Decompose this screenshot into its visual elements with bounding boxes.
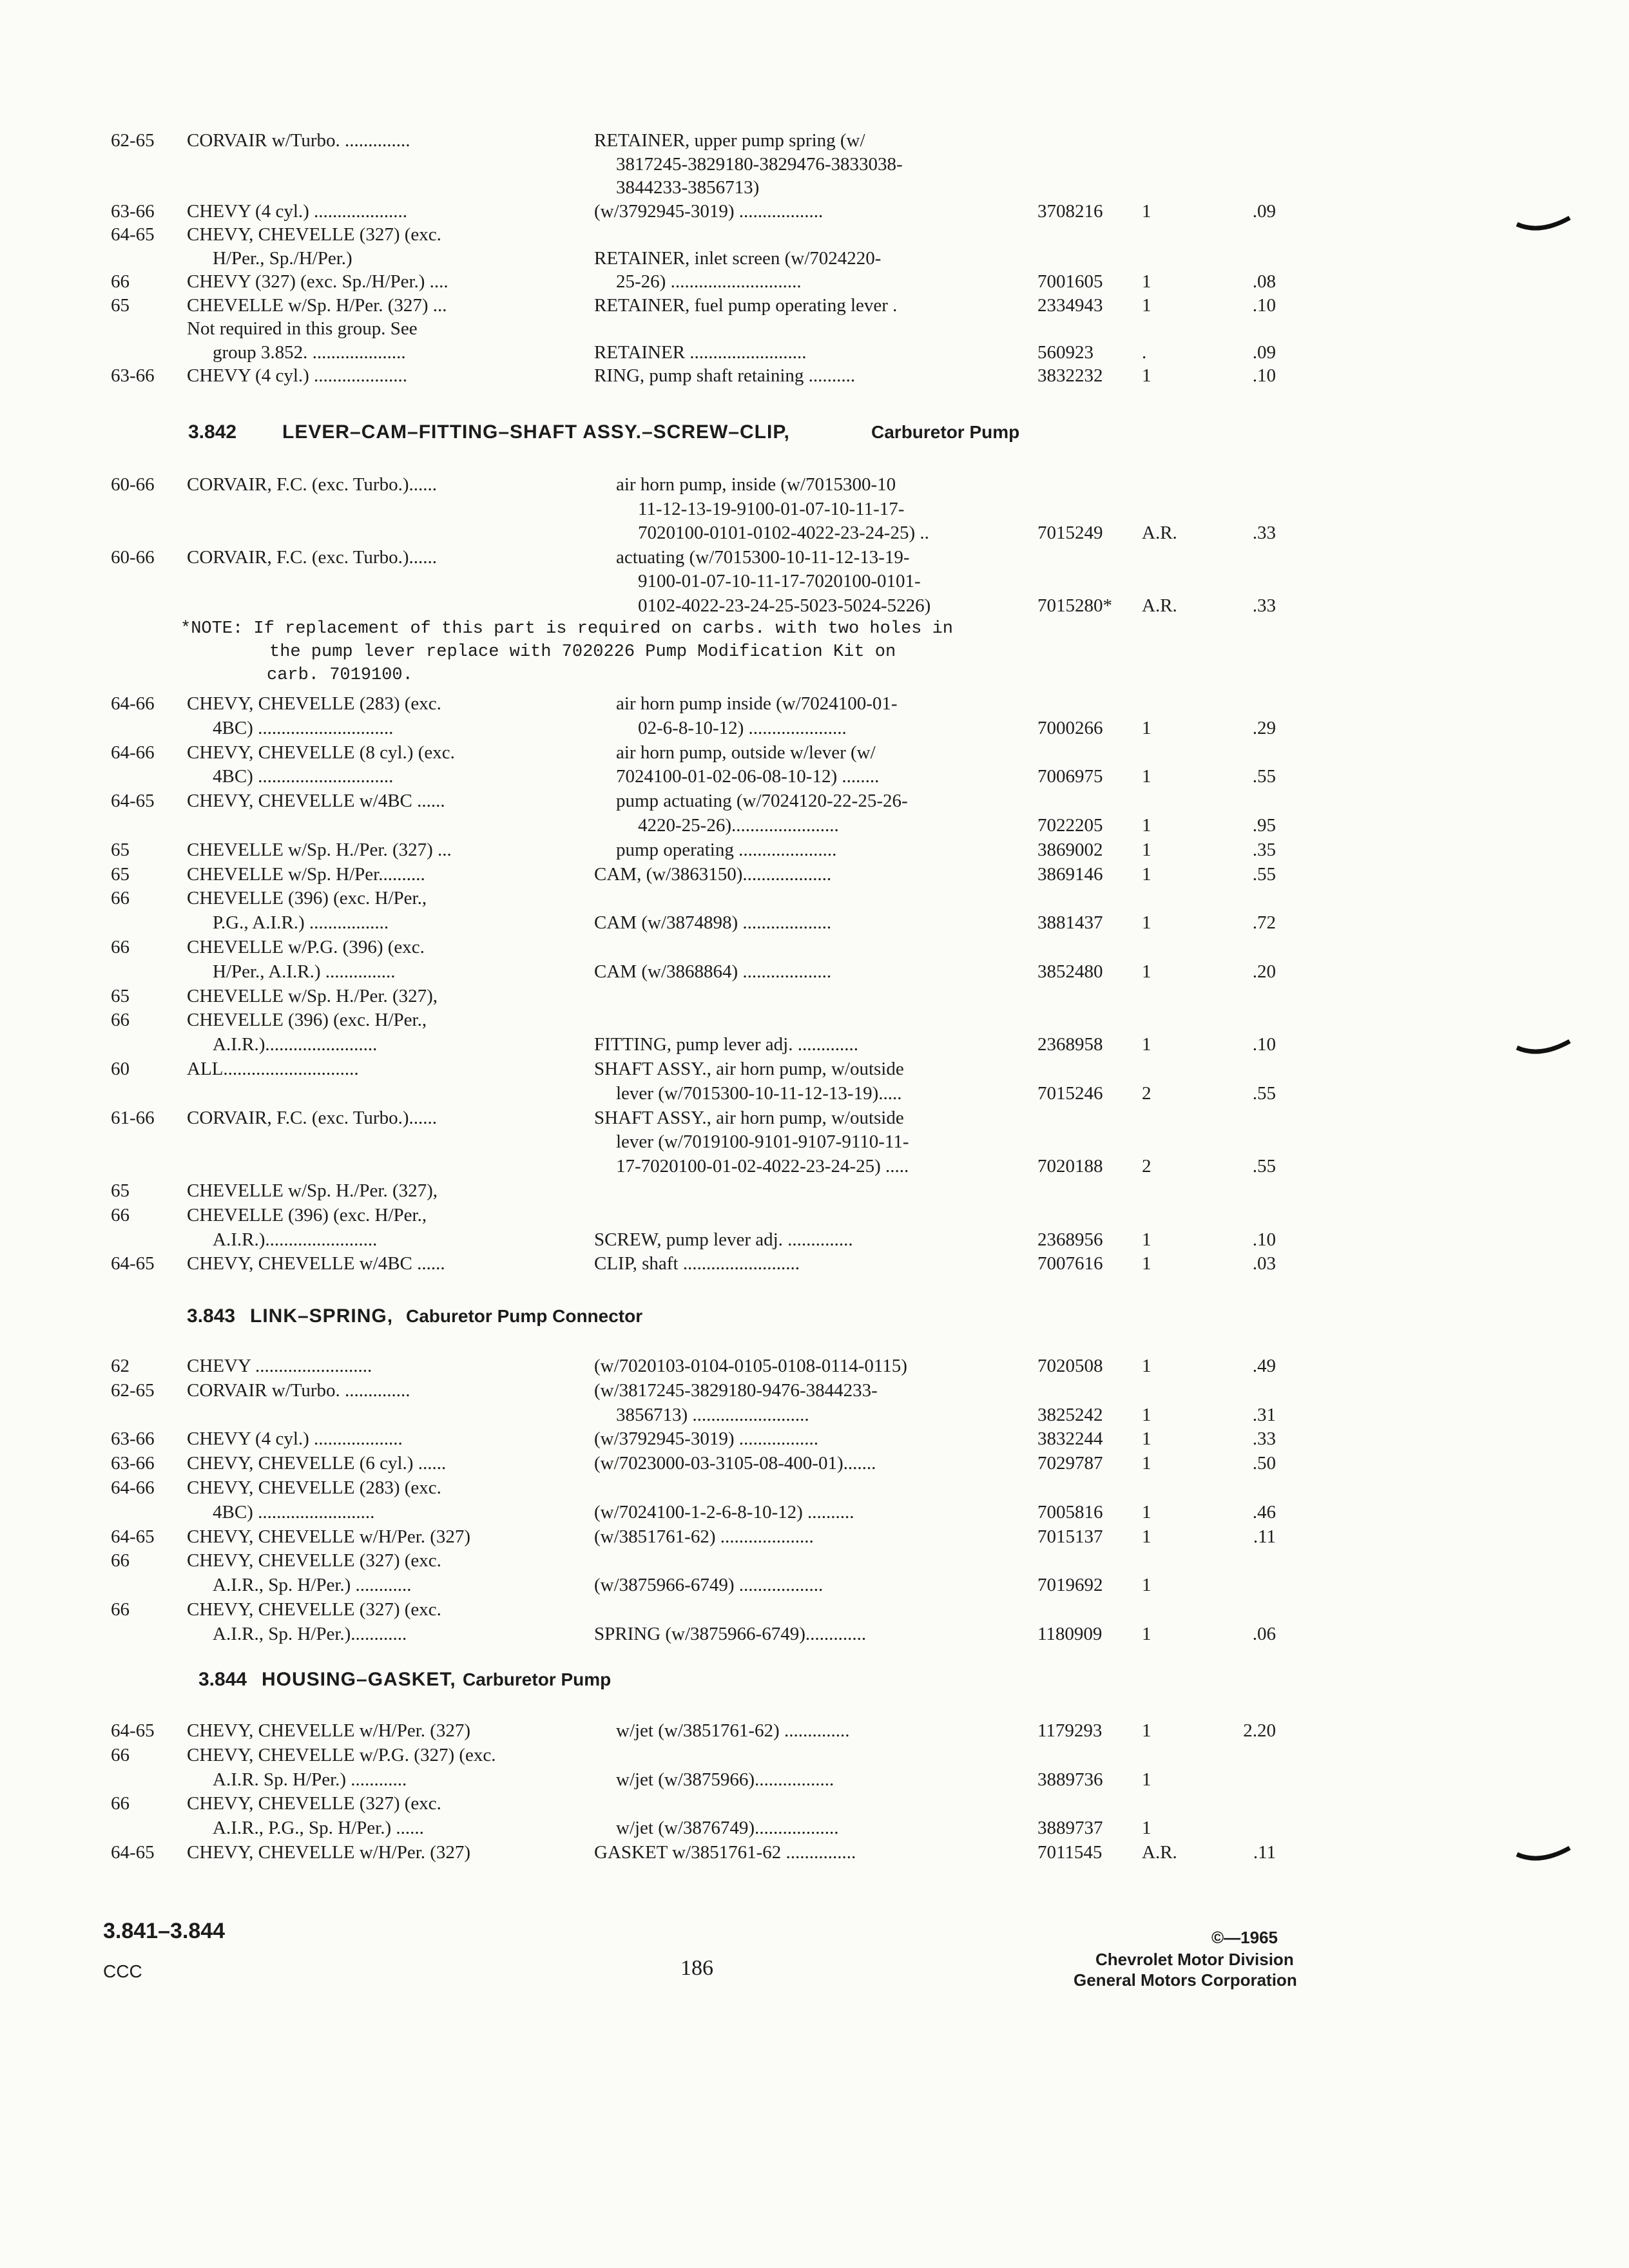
cell-qty: 1 — [1142, 1818, 1152, 1838]
cell-desc: CLIP, shaft ......................... — [594, 1253, 800, 1274]
cell-desc: 17-7020100-01-02-4022-23-24-25) ..... — [616, 1156, 909, 1177]
cell-app: CORVAIR w/Turbo. .............. — [187, 130, 410, 151]
cell-qty: 2 — [1142, 1083, 1152, 1104]
cell-app: A.I.R., Sp. H/Per.)............ — [213, 1624, 407, 1644]
cell-app: 4BC) ......................... — [213, 1502, 375, 1523]
cell-desc: pump operating ..................... — [616, 840, 837, 860]
cell-part: 7019692 — [1037, 1575, 1103, 1595]
cell-year: 66 — [111, 1745, 130, 1765]
binding-mark — [1514, 1036, 1572, 1062]
table-row — [0, 1620, 1629, 1648]
cell-part: 7029787 — [1037, 1453, 1103, 1474]
cell-part: 3889737 — [1037, 1818, 1103, 1838]
cell-desc: SCREW, pump lever adj. .............. — [594, 1229, 853, 1250]
cell-desc: (w/3792945-3019) ................. — [594, 1428, 818, 1449]
cell-desc: SPRING (w/3875966-6749)............. — [594, 1624, 867, 1644]
cell-part: 7001605 — [1037, 271, 1103, 292]
cell-year: 66 — [111, 1550, 130, 1571]
cell-part: 3881437 — [1037, 912, 1103, 933]
cell-desc: 7020100-0101-0102-4022-23-24-25) .. — [638, 523, 929, 543]
cell-part: 7015280* — [1037, 595, 1112, 616]
cell-part: 7015249 — [1037, 523, 1103, 543]
cell-app: 4BC) ............................. — [213, 718, 394, 738]
cell-price: .08 — [1252, 271, 1276, 292]
cell-desc: air horn pump inside (w/7024100-01- — [616, 693, 898, 714]
cell-app: CORVAIR, F.C. (exc. Turbo.)...... — [187, 1108, 437, 1128]
cell-app: CHEVY, CHEVELLE w/4BC ...... — [187, 791, 445, 811]
cell-app: A.I.R.)........................ — [213, 1034, 378, 1055]
cell-app: CHEVY (4 cyl.) .................... — [187, 201, 408, 222]
cell-app: CHEVY, CHEVELLE (327) (exc. — [187, 1550, 441, 1571]
table-row — [0, 361, 1629, 390]
cell-year: 66 — [111, 1205, 130, 1225]
section-heading-3844 — [0, 1664, 1629, 1696]
cell-year: 66 — [111, 1010, 130, 1030]
cell-app: CHEVY, CHEVELLE w/H/Per. (327) — [187, 1842, 471, 1863]
cell-year: 64-66 — [111, 1477, 155, 1498]
cell-part: 3708216 — [1037, 201, 1103, 222]
cell-price: .29 — [1252, 718, 1276, 738]
cell-price: .55 — [1252, 1156, 1276, 1177]
cell-price: .09 — [1252, 201, 1276, 222]
cell-qty: 1 — [1142, 1720, 1152, 1741]
cell-year: 65 — [111, 295, 130, 316]
cell-app: A.I.R. Sp. H/Per.) ............ — [213, 1769, 407, 1790]
cell-part: 1179293 — [1037, 1720, 1103, 1741]
cell-year: 66 — [111, 1793, 130, 1814]
cell-part: 7020188 — [1037, 1156, 1103, 1177]
cell-app: ALL............................. — [187, 1059, 359, 1079]
cell-desc: 3856713) ......................... — [616, 1405, 809, 1425]
binding-mark — [1514, 213, 1572, 238]
cell-year: 64-66 — [111, 742, 155, 763]
note-line: the pump lever replace with 7020226 Pump Modification Kit on — [269, 642, 896, 662]
cell-app: A.I.R.)........................ — [213, 1229, 378, 1250]
cell-app: CHEVELLE w/Sp. H/Per. (327) ... — [187, 295, 447, 316]
cell-year: 63-66 — [111, 1453, 155, 1474]
cell-year: 64-66 — [111, 693, 155, 714]
cell-qty: 1 — [1142, 365, 1152, 386]
cell-price: .10 — [1252, 295, 1276, 316]
cell-desc: (w/3851761-62) .................... — [594, 1526, 814, 1547]
footer-copyright: ©—1965 — [1211, 1928, 1278, 1947]
cell-app: CHEVY (4 cyl.) .................... — [187, 365, 408, 386]
cell-qty: A.R. — [1142, 595, 1177, 616]
cell-part: 3852480 — [1037, 961, 1103, 982]
cell-part: 7006975 — [1037, 766, 1103, 787]
cell-desc: (w/3817245-3829180-9476-3844233- — [594, 1380, 878, 1401]
cell-price: .95 — [1252, 815, 1276, 836]
cell-qty: 1 — [1142, 1769, 1152, 1790]
section-subtitle: Carburetor Pump — [871, 422, 1020, 442]
cell-qty: 1 — [1142, 1575, 1152, 1595]
cell-year: 65 — [111, 986, 130, 1006]
cell-app: CHEVELLE w/Sp. H./Per. (327), — [187, 1180, 438, 1201]
cell-year: 64-65 — [111, 1842, 155, 1863]
cell-price: .03 — [1252, 1253, 1276, 1274]
cell-app: CHEVY, CHEVELLE w/4BC ...... — [187, 1253, 445, 1274]
cell-year: 62-65 — [111, 1380, 155, 1401]
cell-app: CHEVELLE w/Sp. H./Per. (327) ... — [187, 840, 452, 860]
cell-price: .20 — [1252, 961, 1276, 982]
cell-part: 7000266 — [1037, 718, 1103, 738]
cell-desc: 3844233-3856713) — [616, 177, 760, 198]
cell-qty: A.R. — [1142, 1842, 1177, 1863]
cell-part: 3832232 — [1037, 365, 1103, 386]
cell-desc: RING, pump shaft retaining .......... — [594, 365, 856, 386]
cell-price: .10 — [1252, 1034, 1276, 1055]
note-line: *NOTE: If replacement of this part is required on carbs. with two holes in — [180, 619, 953, 639]
cell-desc: 11-12-13-19-9100-01-07-10-11-17- — [638, 499, 905, 519]
section-heading-3842 — [0, 416, 1629, 448]
cell-qty: 1 — [1142, 1229, 1152, 1250]
cell-desc: air horn pump, inside (w/7015300-10 — [616, 474, 896, 495]
cell-app: CORVAIR, F.C. (exc. Turbo.)...... — [187, 547, 437, 568]
cell-price: .33 — [1252, 523, 1276, 543]
cell-year: 60-66 — [111, 547, 155, 568]
section-subtitle: Caburetor Pump Connector — [406, 1306, 643, 1326]
cell-price: .50 — [1252, 1453, 1276, 1474]
cell-year: 60 — [111, 1059, 130, 1079]
cell-qty: 1 — [1142, 201, 1152, 222]
cell-app: A.I.R., Sp. H/Per.) ............ — [213, 1575, 412, 1595]
cell-price: .31 — [1252, 1405, 1276, 1425]
cell-app: CHEVELLE (396) (exc. H/Per., — [187, 888, 427, 908]
cell-part: 3825242 — [1037, 1405, 1103, 1425]
cell-part: 2368958 — [1037, 1034, 1103, 1055]
cell-app: CHEVY, CHEVELLE w/P.G. (327) (exc. — [187, 1745, 496, 1765]
cell-price: .55 — [1252, 864, 1276, 885]
cell-desc: 02-6-8-10-12) ..................... — [638, 718, 847, 738]
section-heading-3843 — [0, 1300, 1629, 1332]
cell-year: 65 — [111, 1180, 130, 1201]
cell-app: CORVAIR, F.C. (exc. Turbo.)...... — [187, 474, 437, 495]
cell-qty: 1 — [1142, 1526, 1152, 1547]
cell-qty: 1 — [1142, 1356, 1152, 1376]
cell-app: CHEVY (4 cyl.) ................... — [187, 1428, 403, 1449]
cell-qty: 1 — [1142, 1502, 1152, 1523]
section-title: LINK–SPRING, — [250, 1305, 394, 1327]
cell-year: 65 — [111, 840, 130, 860]
cell-app: CHEVY, CHEVELLE (283) (exc. — [187, 693, 441, 714]
cell-desc: 0102-4022-23-24-25-5023-5024-5226) — [638, 595, 931, 616]
cell-desc: lever (w/7015300-10-11-12-13-19)..... — [616, 1083, 902, 1104]
section-number: 3.844 — [198, 1669, 247, 1690]
cell-part: 3889736 — [1037, 1769, 1103, 1790]
cell-desc: CAM, (w/3863150)................... — [594, 864, 832, 885]
cell-year: 66 — [111, 271, 130, 292]
footer-corporation: General Motors Corporation — [1074, 1970, 1297, 1990]
cell-app: CHEVY, CHEVELLE (283) (exc. — [187, 1477, 441, 1498]
cell-app: CHEVY, CHEVELLE (8 cyl.) (exc. — [187, 742, 455, 763]
cell-year: 64-65 — [111, 1720, 155, 1741]
cell-desc: RETAINER ......................... — [594, 342, 807, 363]
cell-app: CHEVY, CHEVELLE (327) (exc. — [187, 1599, 441, 1620]
footer-division: Chevrolet Motor Division — [1095, 1950, 1294, 1969]
cell-app: group 3.852. .................... — [213, 342, 406, 363]
cell-part: 7005816 — [1037, 1502, 1103, 1523]
section-title: LEVER–CAM–FITTING–SHAFT ASSY.–SCREW–CLIP, — [282, 421, 790, 443]
page-number: 186 — [680, 1956, 713, 1980]
cell-desc: (w/7023000-03-3105-08-400-01)....... — [594, 1453, 876, 1474]
table-row — [0, 1249, 1629, 1278]
cell-qty: 1 — [1142, 864, 1152, 885]
cell-price: .55 — [1252, 766, 1276, 787]
cell-price: .11 — [1253, 1842, 1276, 1863]
cell-price: 2.20 — [1243, 1720, 1276, 1741]
cell-app: 4BC) ............................. — [213, 766, 394, 787]
cell-part: 7015246 — [1037, 1083, 1103, 1104]
cell-year: 65 — [111, 864, 130, 885]
cell-qty: . — [1142, 342, 1147, 363]
cell-price: .46 — [1252, 1502, 1276, 1523]
cell-qty: 1 — [1142, 1405, 1152, 1425]
cell-app: CHEVY (327) (exc. Sp./H/Per.) .... — [187, 271, 448, 292]
cell-desc: actuating (w/7015300-10-11-12-13-19- — [616, 547, 910, 568]
cell-desc: 4220-25-26)....................... — [638, 815, 839, 836]
cell-price: .33 — [1252, 1428, 1276, 1449]
cell-part: 7007616 — [1037, 1253, 1103, 1274]
footer-code: CCC — [103, 1961, 142, 1981]
cell-desc: RETAINER, fuel pump operating lever . — [594, 295, 898, 316]
section-number: 3.843 — [187, 1305, 236, 1327]
cell-price: .10 — [1252, 365, 1276, 386]
cell-part: 3832244 — [1037, 1428, 1103, 1449]
cell-app: Not required in this group. See — [187, 318, 418, 339]
cell-year: 66 — [111, 937, 130, 957]
cell-part: 7015137 — [1037, 1526, 1103, 1547]
cell-price: .72 — [1252, 912, 1276, 933]
cell-year: 64-65 — [111, 224, 155, 245]
cell-part: 7020508 — [1037, 1356, 1103, 1376]
cell-part: 3869002 — [1037, 840, 1103, 860]
cell-desc: GASKET w/3851761-62 ............... — [594, 1842, 856, 1863]
binding-mark — [1514, 1843, 1572, 1869]
cell-year: 63-66 — [111, 201, 155, 222]
section-subtitle: Carburetor Pump — [463, 1669, 612, 1689]
cell-price: .33 — [1252, 595, 1276, 616]
cell-desc: 9100-01-07-10-11-17-7020100-0101- — [638, 571, 921, 591]
footer-section-range: 3.841–3.844 — [103, 1919, 226, 1943]
cell-price: .10 — [1252, 1229, 1276, 1250]
note-line: carb. 7019100. — [267, 666, 413, 685]
cell-qty: 1 — [1142, 271, 1152, 292]
cell-year: 66 — [111, 1599, 130, 1620]
cell-year: 64-65 — [111, 791, 155, 811]
cell-app: CHEVELLE w/Sp. H./Per. (327), — [187, 986, 438, 1006]
cell-desc: SHAFT ASSY., air horn pump, w/outside — [594, 1059, 904, 1079]
cell-year: 62 — [111, 1356, 130, 1376]
cell-desc: (w/7020103-0104-0105-0108-0114-0115) — [594, 1356, 907, 1376]
cell-price: .49 — [1252, 1356, 1276, 1376]
cell-app: CHEVY, CHEVELLE w/H/Per. (327) — [187, 1720, 471, 1741]
cell-app: H/Per., Sp./H/Per.) — [213, 248, 352, 269]
cell-year: 63-66 — [111, 1428, 155, 1449]
cell-qty: 1 — [1142, 1428, 1152, 1449]
cell-app: H/Per., A.I.R.) ............... — [213, 961, 396, 982]
cell-year: 66 — [111, 888, 130, 908]
cell-year: 64-65 — [111, 1526, 155, 1547]
cell-app: CHEVY, CHEVELLE (6 cyl.) ...... — [187, 1453, 447, 1474]
cell-year: 62-65 — [111, 130, 155, 151]
cell-year: 64-65 — [111, 1253, 155, 1274]
cell-desc: w/jet (w/3876749).................. — [616, 1818, 839, 1838]
cell-desc: w/jet (w/3851761-62) .............. — [616, 1720, 850, 1741]
cell-qty: 1 — [1142, 295, 1152, 316]
cell-desc: lever (w/7019100-9101-9107-9110-11- — [616, 1131, 909, 1152]
cell-qty: 1 — [1142, 1253, 1152, 1274]
cell-part: 1180909 — [1037, 1624, 1103, 1644]
cell-qty: 1 — [1142, 912, 1152, 933]
cell-year: 63-66 — [111, 365, 155, 386]
cell-price: .35 — [1252, 840, 1276, 860]
section-number: 3.842 — [188, 421, 237, 443]
cell-part: 7011545 — [1037, 1842, 1103, 1863]
cell-app: P.G., A.I.R.) ................. — [213, 912, 389, 933]
cell-price: .06 — [1252, 1624, 1276, 1644]
cell-price: .09 — [1252, 342, 1276, 363]
cell-year: 60-66 — [111, 474, 155, 495]
cell-desc: w/jet (w/3875966)................. — [616, 1769, 834, 1790]
cell-desc: RETAINER, inlet screen (w/7024220- — [594, 248, 882, 269]
cell-desc: pump actuating (w/7024120-22-25-26- — [616, 791, 908, 811]
cell-qty: 1 — [1142, 961, 1152, 982]
cell-desc: air horn pump, outside w/lever (w/ — [616, 742, 876, 763]
cell-desc: (w/3875966-6749) .................. — [594, 1575, 824, 1595]
cell-desc: CAM (w/3874898) ................... — [594, 912, 832, 933]
cell-app: CHEVY ......................... — [187, 1356, 372, 1376]
cell-desc: FITTING, pump lever adj. ............. — [594, 1034, 858, 1055]
cell-desc: 3817245-3829180-3829476-3833038- — [616, 154, 903, 175]
cell-qty: 1 — [1142, 815, 1152, 836]
cell-qty: 1 — [1142, 718, 1152, 738]
cell-qty: 1 — [1142, 840, 1152, 860]
cell-part: 3869146 — [1037, 864, 1103, 885]
cell-qty: 1 — [1142, 766, 1152, 787]
cell-part: 2334943 — [1037, 295, 1103, 316]
cell-desc: CAM (w/3868864) ................... — [594, 961, 832, 982]
cell-app: CHEVELLE (396) (exc. H/Per., — [187, 1205, 427, 1225]
cell-app: CHEVELLE w/P.G. (396) (exc. — [187, 937, 425, 957]
cell-qty: 1 — [1142, 1034, 1152, 1055]
cell-desc: (w/7024100-1-2-6-8-10-12) .......... — [594, 1502, 854, 1523]
cell-app: CHEVELLE w/Sp. H/Per.......... — [187, 864, 425, 885]
cell-desc: 25-26) ............................ — [616, 271, 802, 292]
cell-part: 7022205 — [1037, 815, 1103, 836]
cell-app: CHEVY, CHEVELLE (327) (exc. — [187, 1793, 441, 1814]
table-row — [0, 1838, 1629, 1867]
cell-price: .11 — [1253, 1526, 1276, 1547]
cell-app: A.I.R., P.G., Sp. H/Per.) ...... — [213, 1818, 424, 1838]
cell-qty: 1 — [1142, 1624, 1152, 1644]
cell-desc: (w/3792945-3019) .................. — [594, 201, 824, 222]
cell-qty: 2 — [1142, 1156, 1152, 1177]
cell-part: 560923 — [1037, 342, 1094, 363]
cell-app: CHEVELLE (396) (exc. H/Per., — [187, 1010, 427, 1030]
section-title: HOUSING–GASKET, — [262, 1669, 456, 1690]
cell-qty: A.R. — [1142, 523, 1177, 543]
cell-app: CORVAIR w/Turbo. .............. — [187, 1380, 410, 1401]
cell-desc: SHAFT ASSY., air horn pump, w/outside — [594, 1108, 904, 1128]
cell-price: .55 — [1252, 1083, 1276, 1104]
cell-desc: RETAINER, upper pump spring (w/ — [594, 130, 865, 151]
cell-qty: 1 — [1142, 1453, 1152, 1474]
cell-year: 61-66 — [111, 1108, 155, 1128]
cell-app: CHEVY, CHEVELLE w/H/Per. (327) — [187, 1526, 471, 1547]
cell-part: 2368956 — [1037, 1229, 1103, 1250]
cell-app: CHEVY, CHEVELLE (327) (exc. — [187, 224, 441, 245]
cell-desc: 7024100-01-02-06-08-10-12) ........ — [616, 766, 880, 787]
